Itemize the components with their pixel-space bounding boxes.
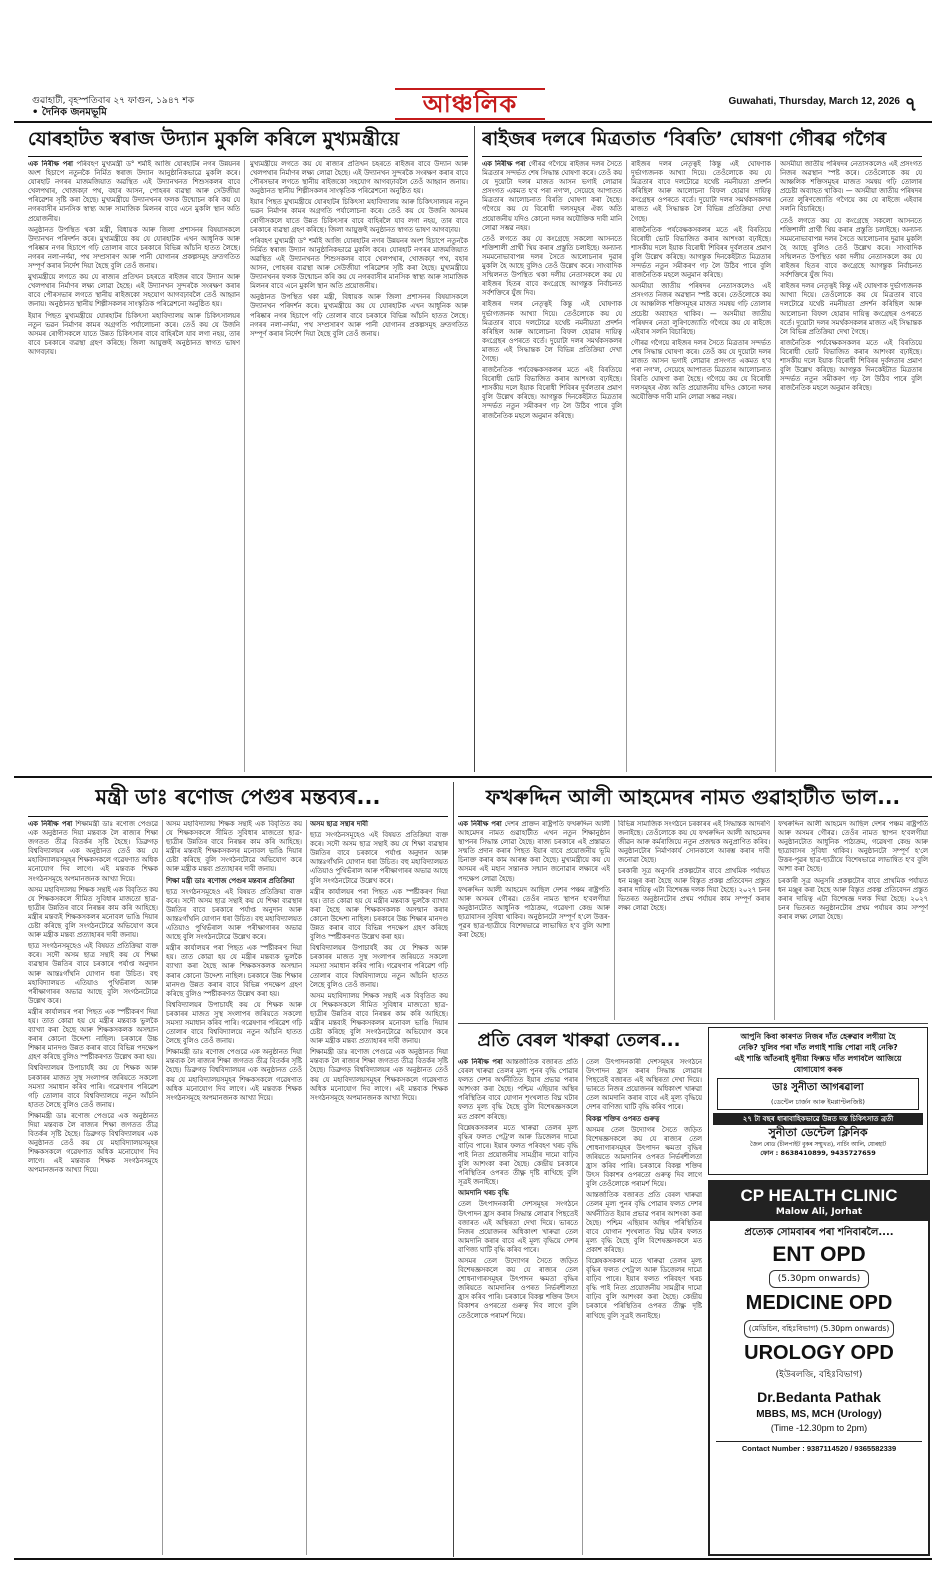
article2-col1 [482,160,622,774]
dental-ad-tagline: ২৭ টা বছৰ ধাৰাবাহিকভাৱে উন্নত দন্ত চিকিৎসাত ব্ৰতী [713,1113,923,1125]
article5-dateline: এক নিৰীক্ষ পৰা [458,1058,503,1066]
article4-bottom-rule [458,1023,928,1024]
article4-col-divider1 [614,820,615,1020]
bottom-left-divider [453,782,454,1557]
article2-para1b: গৌৰৱ গগৈয়ে ৰাইজৰ দলৰ সৈতে মিত্ৰতাৰ সন্দৰ্ভত শেষ সিদ্ধান্ত ঘোষণা কৰে। তেওঁ কয় যে দুয়োটা দলৰ মাজত আসন ভগাই লোৱাৰ প্ৰসংগত একমত হ'ব পৰা নগ'ল, সেয়েহে আপাতত মিত্ৰতাৰ আলোচনাত বিৰতি ঘোষণা কৰা হৈছে। গগৈয়ে কয় যে বিৰোধী দলসমূহৰ ঐক্য অতি প্ৰয়োজনীয় যদিও কোনো দলৰ অযৌক্তিক দাবী মানি লোৱা সম্ভৱ নহয়। [631,338,771,402]
article2-dateline: এক নিৰীক্ষ পৰা [482,160,526,168]
article1-rule [28,156,468,157]
article2-para2b: তেওঁ লগতে কয় যে কংগ্ৰেছে সকলো আসনতে শক্তিশালী প্ৰাৰ্থী থিয় কৰাৰ প্ৰস্তুতি চলাইছে। অন্যান্য সমমনোভাবাপন্ন দলৰ সৈতে আলোচনাৰ দুৱাৰ মুকলি হৈ আছে বুলিও তেওঁ উল্লেখ কৰে। সাংবাদিক সন্মিলনত উপস্থিত থকা দলীয় নেতাসকলে কয় যে ৰাইজৰ হিতৰ বাবে কংগ্ৰেছে আগন্তুক নিৰ্বাচনত সৰ্বশক্তিৰে যুঁজ দিব। [780,216,922,280]
article4-para4b: চৰকাৰী সূত্ৰ অনুসৰি প্ৰকল্পটোৰ বাবে প্ৰাথমিক পৰ্যায়ত ধন মঞ্জুৰ কৰা হৈছে আৰু বিস্তৃত প্ৰকল্প প্ৰতিবেদন প্ৰস্তুত কৰাৰ দায়িত্ব এটা বিশেষজ্ঞ দলক দিয়া হৈছে। ২০২৭ চনৰ ভিতৰত অনুষ্ঠানটোৰ প্ৰথম পৰ্যায়ৰ কাম সম্পূৰ্ণ কৰাৰ লক্ষ্য লোৱা হৈছে। [778,876,928,921]
article4-col1 [458,820,610,1020]
article3-para4: মন্ত্ৰীৰ কাৰ্যালয়ৰ পৰা পিছত এক স্পষ্টীকৰণ দিয়া হয়। তাত কোৱা হয় যে মন্ত্ৰীৰ মন্তব্যক ভুলকৈ ব্যাখ্যা কৰা হৈছে আৰু শিক্ষকসকলক অসন্মান কৰাৰ কোনো উদ্দেশ্য নাছিল। চৰকাৰে উচ্চ শিক্ষাৰ মানদণ্ড উন্নত কৰাৰ বাবে বিভিন্ন পদক্ষেপ গ্ৰহণ কৰিছে বুলিও স্পষ্টীকৰণত উল্লেখ কৰা হয়। [28,1007,158,1062]
cp-urology-opd: UROLOGY OPD [744,1342,894,1364]
date-assamese: গুৱাহাটী, বৃহস্পতিবাৰ ২৭ ফাগুন, ১৯৪৭ শক [32,96,195,106]
dental-ad-doctor-sub: (ডেন্টেল চাৰ্জন আৰু ইমপ্লাণ্টলজিষ্ট) [771,1098,865,1106]
article4-para4: চৰকাৰী সূত্ৰ অনুসৰি প্ৰকল্পটোৰ বাবে প্ৰাথমিক পৰ্যায়ত ধন মঞ্জুৰ কৰা হৈছে আৰু বিস্তৃত প্ৰকল্প প্ৰতিবেদন প্ৰস্তুত কৰাৰ দায়িত্ব এটা বিশেষজ্ঞ দলক দিয়া হৈছে। ২০২৭ চনৰ ভিতৰত অনুষ্ঠানটোৰ প্ৰথম পৰ্যায়ৰ কাম সম্পূৰ্ণ কৰাৰ লক্ষ্য লোৱা হৈছে। [618,867,770,912]
article3-para1c: শিক্ষামন্ত্ৰী ডাঃ ৰণোজ পেগুৱে এক অনুষ্ঠানত দিয়া মন্তব্যক লৈ ৰাজ্যৰ শিক্ষা জগতত তীব্ৰ বিতৰ্কৰ সৃষ্টি হৈছে। ডিব্ৰুগড় বিশ্ববিদ্যালয়ৰ এক অনুষ্ঠানত তেওঁ কয় যে মহাবিদ্যালয়সমূহৰ শিক্ষকসকলে গৱেষণাত অধিক মনোযোগ দিব লাগে। এই মন্তব্যক শিক্ষক সংগঠনসমূহে অপমানজনক আখ্যা দিয়ে। [166,1048,302,1102]
cp-degree: MBBS, MS, MCH (Urology) [756,1409,882,1420]
article1-para2b: অনুষ্ঠানত উপস্থিত থকা মন্ত্ৰী, বিধায়ক আৰু জিলা প্ৰশাসনৰ বিষয়াসকলে উদ্যানখন পৰিদৰ্শন কৰে। মুখ্যমন্ত্ৰীয়ে কয় যে যোৰহাটক এখন আধুনিক আৰু পৰিষ্কাৰ নগৰ হিচাপে গঢ়ি তোলাৰ বাবে চৰকাৰে বিভিন্ন আঁচনি হাতত লৈছে। নগৰৰ নলা-নৰ্দমা, পথ সম্প্ৰসাৰণ আৰু পানী যোগানৰ প্ৰকল্পসমূহ দ্ৰুতগতিত সম্পূৰ্ণ কৰাৰ নিৰ্দেশ দিয়া হৈছে বুলি তেওঁ জনায়। [250,293,468,338]
article3-para3b: ছাত্ৰ সংগঠনসমূহেও এই বিষয়ত প্ৰতিক্ৰিয়া ব্যক্ত কৰে। সদৌ অসম ছাত্ৰ সন্থাই কয় যে শিক্ষা ব্যৱস্থাৰ উন্নতিৰ বাবে চৰকাৰে পৰ্যাপ্ত অনুদান আৰু আন্তঃগাঁথনি যোগান ধৰা উচিত। বহু মহাবিদ্যালয়ত এতিয়াও পুথিভঁৰাল আৰু পৰীক্ষাগাৰৰ অভাৱ আছে বুলি সংগঠনটোৱে উল্লেখ কৰে। [166,887,302,942]
cp-medicine-time [710,1318,928,1338]
section-logo [395,88,545,120]
cp-clinic-ad [708,1180,930,1556]
article5-para4b: অসমৰ তেল উদ্যোগৰ সৈতে জড়িত বিশেষজ্ঞসকলে কয় যে ৰাজ্যৰ তেল শোধনাগাৰসমূহৰ উৎপাদন ক্ষমতা বৃদ্ধিৰ জৰিয়তে আমদানিৰ ওপৰত নিৰ্ভৰশীলতা হ্ৰাস কৰিব পাৰি। চৰকাৰে বিকল্প শক্তিৰ উৎস বিকাশৰ ওপৰতো গুৰুত্ব দিব লাগে বুলি তেওঁলোকে পৰামৰ্শ দিয়ে। [586,1125,702,1189]
article1-dateline: এক নিৰীক্ষ পৰা [28,160,73,168]
article5-subhead2: বিকল্প শক্তিৰ ওপৰত গুৰুত্ব [586,1114,660,1123]
logo-rule-bottom [395,118,545,120]
mid-page-rule [14,776,932,778]
article3-dateline: এক নিৰীক্ষ পৰা [28,820,73,828]
article3-para3: ছাত্ৰ সংগঠনসমূহেও এই বিষয়ত প্ৰতিক্ৰিয়া ব্যক্ত কৰে। সদৌ অসম ছাত্ৰ সন্থাই কয় যে শিক্ষা ব্যৱস্থাৰ উন্নতিৰ বাবে চৰকাৰে পৰ্যাপ্ত অনুদান আৰু আন্তঃগাঁথনি যোগান ধৰা উচিত। বহু মহাবিদ্যালয়ত এতিয়াও পুথিভঁৰাল আৰু পৰীক্ষাগাৰৰ অভাৱ আছে বুলি সংগঠনটোৱে উল্লেখ কৰে। [28,942,158,1005]
article3-para5: বিশ্ববিদ্যালয়ৰ উপাচাৰ্যই কয় যে শিক্ষক আৰু চৰকাৰৰ মাজত সুস্থ সংলাপৰ জৰিয়তে সকলো সমস্যা সমাধান কৰিব পাৰি। গৱেষণাৰ পৰিৱেশ গঢ়ি তোলাৰ বাবে বিশ্ববিদ্যালয়ে নতুন আঁচনি হাতত লৈছে বুলিও তেওঁ জনায়। [28,1064,158,1109]
article3-col1 [28,820,158,1555]
article4-para2b: ফখৰুদ্দিন আলী আহমেদ আছিল দেশৰ পঞ্চম ৰাষ্ট্ৰপতি আৰু অসমৰ গৌৰৱ। তেওঁৰ নামত স্থাপন হ'বলগীয়া অনুষ্ঠানটোত আধুনিক পাঠ্যক্ৰম, গৱেষণা কেন্দ্ৰ আৰু ছাত্ৰাবাসৰ সুবিধা থাকিব। অনুষ্ঠানটো সম্পূৰ্ণ হ'লে উত্তৰ-পূৱৰ ছাত্ৰ-ছাত্ৰীয়ে বিশেষভাৱে লাভান্বিত হ'ব বুলি আশা কৰা হৈছে। [778,820,928,874]
top-section-divider [474,126,475,772]
article2-para4: ৰাজনৈতিক পৰ্যবেক্ষকসকলৰ মতে এই বিৰতিয়ে বিৰোধী ভোট বিভাজিত কৰাৰ আশংকা বঢ়াইছে। শাসকীয় দলে ইয়াক বিৰোধী শিবিৰৰ দুৰ্বলতাৰ প্ৰমাণ বুলি উল্লেখ কৰিছে। আগন্তুক দিনকেইটাত মিত্ৰতাৰ সন্দৰ্ভত নতুন সমীকৰণ গঢ় লৈ উঠিব পাৰে বুলি ৰাজনৈতিক মহলে অনুমান কৰিছে। [482,366,622,420]
dental-ad-phone: ফোন : 8638410899, 9435727659 [760,1149,876,1157]
article2-para3: ৰাইজৰ দলৰ নেতৃত্বই কিন্তু এই ঘোষণাক দুৰ্ভাগ্যজনক আখ্যা দিয়ে। তেওঁলোকে কয় যে মিত্ৰতাৰ বাবে দলটোৱে যথেষ্ট নমনীয়তা প্ৰদৰ্শন কৰিছিল আৰু আলোচনা বিফল হোৱাৰ দায়িত্ব কংগ্ৰেছৰ ওপৰতে বৰ্তে। দুয়োটা দলৰ সমৰ্থকসকলৰ মাজত এই সিদ্ধান্তক লৈ বিভিন্ন প্ৰতিক্ৰিয়া দেখা গৈছে। [482,300,622,363]
article1-para2: অনুষ্ঠানত উপস্থিত থকা মন্ত্ৰী, বিধায়ক আৰু জিলা প্ৰশাসনৰ বিষয়াসকলে উদ্যানখন পৰিদৰ্শন কৰে। মুখ্যমন্ত্ৰীয়ে কয় যে যোৰহাটক এখন আধুনিক আৰু পৰিষ্কাৰ নগৰ হিচাপে গঢ়ি তোলাৰ বাবে চৰকাৰে বিভিন্ন আঁচনি হাতত লৈছে। নগৰৰ নলা-নৰ্দমা, পথ সম্প্ৰসাৰণ আৰু পানী যোগানৰ প্ৰকল্পসমূহ দ্ৰুতগতিত সম্পূৰ্ণ কৰাৰ নিৰ্দেশ দিয়া হৈছে বুলি তেওঁ জনায়। [28,225,240,271]
cp-contact: Contact Number : 9387114520 / 9365582339 [716,1441,922,1456]
section-logo-text: আঞ্চলিক [422,89,518,118]
article3-col-divider1 [162,820,163,1555]
article4-col-divider2 [774,820,775,1020]
article5-col-divider [582,1058,583,1555]
article4-para3: বিভিন্ন সামাজিক সংগঠনে চৰকাৰৰ এই সিদ্ধান্তক আদৰণি জনাইছে। তেওঁলোকে কয় যে ফখৰুদ্দিন আলী আহমেদৰ জীৱন আৰু কৰ্মৰাজিয়ে নতুন প্ৰজন্মক অনুপ্ৰাণিত কৰিব। অনুষ্ঠানটোৰ নিৰ্মাণকাৰ্য সোনকালে আৰম্ভ কৰাৰ দাবী জনোৱা হৈছে। [618,820,770,865]
article3-para2c: অসম মহাবিদ্যালয় শিক্ষক সন্থাই এক বিবৃতিত কয় যে শিক্ষকসকলে সীমিত সুবিধাৰ মাজতো ছাত্ৰ-ছাত্ৰীৰ উন্নতিৰ বাবে নিৰন্তৰ কাম কৰি আহিছে। মন্ত্ৰীৰ মন্তব্যই শিক্ষকসকলৰ মনোবল ভাঙি দিয়াৰ চেষ্টা কৰিছে বুলি সংগঠনটোৱে অভিযোগ কৰে আৰু মন্ত্ৰীক মন্তব্য প্ৰত্যাহাৰৰ দাবী জনায়। [310,991,448,1046]
article1-para3b: মুখ্যমন্ত্ৰীয়ে লগতে কয় যে ৰাজ্যৰ প্ৰতিখন চহৰতে ৰাইজৰ বাবে উদ্যান আৰু খেলপথাৰ নিৰ্মাণৰ লক্ষ্য লোৱা হৈছে। এই উদ্যানখন সুন্দৰকৈ সংৰক্ষণ কৰাৰ বাবে পৌৰসভাৰ লগতে স্থানীয় ৰাইজকো সহযোগ আগবঢ়াবলৈ তেওঁ আহ্বান জনায়। অনুষ্ঠানত স্থানীয় শিল্পীসকলৰ সাংস্কৃতিক পৰিৱেশনো অনুষ্ঠিত হয়। [250,160,468,196]
cp-ent-opd: ENT OPD [772,1243,866,1266]
article5-para1b: আন্তৰ্জাতিক বজাৰত প্ৰতি বেৰল খাৰুৱা তেলৰ মূল্য পুনৰ বৃদ্ধি পোৱাৰ ফলত দেশৰ অৰ্থনীতিত ইয়াৰ প্ৰভাৱ পৰাৰ আশংকা কৰা হৈছে। পশ্চিম এছিয়াৰ অস্থিৰ পৰিস্থিতিৰ বাবে যোগান শৃংখলাত বিঘ্ন ঘটাৰ ফলত মূল্য বৃদ্ধি হৈছে বুলি বিশেষজ্ঞসকলে মত প্ৰকাশ কৰিছে। [586,1191,702,1254]
article2-col-divider1 [626,160,627,772]
article3-subhead1: শিক্ষা মন্ত্ৰী ডাঃ ৰণোজ পেগুৰ মন্তব্যৰ প্ৰতিক্ৰিয়া [166,876,295,885]
article1-para4: ইয়াৰ পিছত মুখ্যমন্ত্ৰীয়ে যোৰহাটৰ চিকিৎসা মহাবিদ্যালয় আৰু চিকিৎসালয়ৰ নতুন ভৱন নিৰ্মাণৰ কামৰ অগ্ৰগতি পৰ্যালোচনা কৰে। তেওঁ কয় যে উজনি অসমৰ ৰোগীসকলে যাতে উন্নত চিকিৎসাৰ বাবে বাহিৰলৈ যাব লগা নহয়, তাৰ বাবে চৰকাৰে ব্যৱস্থা গ্ৰহণ কৰিছে। জিলা আয়ুক্তই অনুষ্ঠানত স্বাগত ভাষণ আগবঢ়ায়। [28,311,240,356]
article3-col2 [166,820,302,1555]
article5-para2b: বিশ্লেষকসকলৰ মতে খাৰুৱা তেলৰ মূল্য বৃদ্ধিৰ ফলত পেট্ৰ'ল আৰু ডিজেলৰ দামো বাঢ়িব পাৰে। ইয়াৰ ফলত পৰিবহণ খৰচ বৃদ্ধি পাই নিত্য প্ৰয়োজনীয় সামগ্ৰীৰ দামো বাঢ়িব বুলি আশংকা কৰা হৈছে। কেন্দ্ৰীয় চৰকাৰে পৰিস্থিতিৰ ওপৰত তীক্ষ্ণ দৃষ্টি ৰাখিছে বুলি সূত্ৰই জনাইছে। [586,1256,702,1320]
article4-headline: ফখৰুদ্দিন আলী আহমেদৰ নামত গুৱাহাটীত ভাল... [485,785,901,809]
article3-col3 [310,820,448,1555]
cp-time: (Time -12.30pm to 2pm) [770,1423,868,1433]
dental-ad-clinic: সুনীতা ডেন্টেল ক্লিনিক [768,1126,868,1139]
article1-para4b: ইয়াৰ পিছত মুখ্যমন্ত্ৰীয়ে যোৰহাটৰ চিকিৎসা মহাবিদ্যালয় আৰু চিকিৎসালয়ৰ নতুন ভৱন নিৰ্মাণৰ কামৰ অগ্ৰগতি পৰ্যালোচনা কৰে। তেওঁ কয় যে উজনি অসমৰ ৰোগীসকলে যাতে উন্নত চিকিৎসাৰ বাবে বাহিৰলৈ যাব লগা নহয়, তাৰ বাবে চৰকাৰে ব্যৱস্থা গ্ৰহণ কৰিছে। জিলা আয়ুক্তই অনুষ্ঠানত স্বাগত ভাষণ আগবঢ়ায়। [250,198,468,234]
cp-clinic-location: Malow Ali, Jorhat [775,1207,863,1217]
article5-headline: প্ৰতি বেৰল খাৰুৱা তেলৰ... [477,1030,681,1051]
article5-col2 [586,1058,702,1555]
article4-col2 [618,820,770,1020]
article5-para3: তেল উৎপাদনকাৰী দেশসমূহৰ সংগঠনে উৎপাদন হ্ৰাস কৰাৰ সিদ্ধান্ত লোৱাৰ পিছতেই বজাৰত এই অস্থিৰতা দেখা দিয়ে। ভাৰতে নিজৰ প্ৰয়োজনৰ অধিকাংশ খাৰুৱা তেল আমদানি কৰাৰ বাবে এই মূল্য বৃদ্ধিয়ে দেশৰ বাণিজ্য ঘাটি বৃদ্ধি কৰিব পাৰে। [458,1200,578,1254]
article4-dateline: এক নিৰীক্ষ পৰা [458,820,502,828]
dental-ad-doctor: ডাঃ সুনীতা আগৰৱালা [772,1082,864,1093]
article3-para5c: বিশ্ববিদ্যালয়ৰ উপাচাৰ্যই কয় যে শিক্ষক আৰু চৰকাৰৰ মাজত সুস্থ সংলাপৰ জৰিয়তে সকলো সমস্যা সমাধান কৰিব পাৰি। গৱেষণাৰ পৰিৱেশ গঢ়ি তোলাৰ বাবে বিশ্ববিদ্যালয়ে নতুন আঁচনি হাতত লৈছে বুলিও তেওঁ জনায়। [310,944,448,989]
masthead-left [32,95,272,119]
article2-rule [482,156,922,157]
article5-subhead1: আমদানি খৰচ বৃদ্ধি [458,1189,509,1198]
article5-para3b: তেল উৎপাদনকাৰী দেশসমূহৰ সংগঠনে উৎপাদন হ্ৰাস কৰাৰ সিদ্ধান্ত লোৱাৰ পিছতেই বজাৰত এই অস্থিৰতা দেখা দিয়ে। ভাৰতে নিজৰ প্ৰয়োজনৰ অধিকাংশ খাৰুৱা তেল আমদানি কৰাৰ বাবে এই মূল্য বৃদ্ধিয়ে দেশৰ বাণিজ্য ঘাটি বৃদ্ধি কৰিব পাৰে। [586,1058,702,1112]
article1-para3: মুখ্যমন্ত্ৰীয়ে লগতে কয় যে ৰাজ্যৰ প্ৰতিখন চহৰতে ৰাইজৰ বাবে উদ্যান আৰু খেলপথাৰ নিৰ্মাণৰ লক্ষ্য লোৱা হৈছে। এই উদ্যানখন সুন্দৰকৈ সংৰক্ষণ কৰাৰ বাবে পৌৰসভাৰ লগতে স্থানীয় ৰাইজকো সহযোগ আগবঢ়াবলৈ তেওঁ আহ্বান জনায়। অনুষ্ঠানত স্থানীয় শিল্পীসকলৰ সাংস্কৃতিক পৰিৱেশনো অনুষ্ঠিত হয়। [28,273,240,309]
article1-col2 [250,160,468,774]
article2-para3b: ৰাইজৰ দলৰ নেতৃত্বই কিন্তু এই ঘোষণাক দুৰ্ভাগ্যজনক আখ্যা দিয়ে। তেওঁলোকে কয় যে মিত্ৰতাৰ বাবে দলটোৱে যথেষ্ট নমনীয়তা প্ৰদৰ্শন কৰিছিল আৰু আলোচনা বিফল হোৱাৰ দায়িত্ব কংগ্ৰেছৰ ওপৰতে বৰ্তে। দুয়োটা দলৰ সমৰ্থকসকলৰ মাজত এই সিদ্ধান্তক লৈ বিভিন্ন প্ৰতিক্ৰিয়া দেখা গৈছে। [631,160,771,223]
masthead-rule [14,121,932,123]
cp-urology-sub: (ইউৰলজি, বহিঃবিভাগ) [775,1370,863,1380]
article4-rule [458,816,928,817]
article3-subhead2: অসম ছাত্ৰ সন্থাৰ দাবী [310,820,368,828]
article5-para4: অসমৰ তেল উদ্যোগৰ সৈতে জড়িত বিশেষজ্ঞসকলে কয় যে ৰাজ্যৰ তেল শোধনাগাৰসমূহৰ উৎপাদন ক্ষমতা বৃদ্ধিৰ জৰিয়তে আমদানিৰ ওপৰত নিৰ্ভৰশীলতা হ্ৰাস কৰিব পাৰি। চৰকাৰে বিকল্প শক্তিৰ উৎস বিকাশৰ ওপৰতো গুৰুত্ব দিব লাগে বুলি তেওঁলোকে পৰামৰ্শ দিয়ে। [458,1256,578,1320]
article1-col-divider [244,160,245,772]
article5-para2: বিশ্লেষকসকলৰ মতে খাৰুৱা তেলৰ মূল্য বৃদ্ধিৰ ফলত পেট্ৰ'ল আৰু ডিজেলৰ দামো বাঢ়িব পাৰে। ইয়াৰ ফলত পৰিবহণ খৰচ বৃদ্ধি পাই নিত্য প্ৰয়োজনীয় সামগ্ৰীৰ দামো বাঢ়িব বুলি আশংকা কৰা হৈছে। কেন্দ্ৰীয় চৰকাৰে পৰিস্থিতিৰ ওপৰত তীক্ষ্ণ দৃষ্টি ৰাখিছে বুলি সূত্ৰই জনাইছে। [458,1123,578,1187]
cp-medicine-time-pill: (মেডিচিন, বহিঃবিভাগ) (5.30pm onwards) [744,1320,895,1338]
dental-ad-line4: যোগাযোগ কৰক [793,1065,843,1074]
article3-para2: অসম মহাবিদ্যালয় শিক্ষক সন্থাই এক বিবৃতিত কয় যে শিক্ষকসকলে সীমিত সুবিধাৰ মাজতো ছাত্ৰ-ছাত্ৰীৰ উন্নতিৰ বাবে নিৰন্তৰ কাম কৰি আহিছে। মন্ত্ৰীৰ মন্তব্যই শিক্ষকসকলৰ মনোবল ভাঙি দিয়াৰ চেষ্টা কৰিছে বুলি সংগঠনটোৱে অভিযোগ কৰে আৰু মন্ত্ৰীক মন্তব্য প্ৰত্যাহাৰৰ দাবী জনায়। [28,885,158,940]
article2-para5: অসমীয়া জাতীয় পৰিষদৰ নেতাসকলেও এই প্ৰসংগত নিজৰ অৱস্থান স্পষ্ট কৰে। তেওঁলোকে কয় যে আঞ্চলিক শক্তিসমূহৰ মাজত সমন্বয় গঢ়ি তোলাৰ প্ৰচেষ্টা অব্যাহত থাকিব। — অসমীয়া জাতীয় পৰিষদৰ নেতা লুৰিণজ্যোতি গগৈয়ে কয় যে ৰাইজে এইবাৰ সলনি বিচাৰিছে। [631,282,771,336]
dental-ad-line3: এই শান্তি আঁতৰাই ধুনীয়া ফিক্সড দাঁত লগাবলৈ আজিয়ে [734,1054,902,1063]
dental-ad-line1: আপুনি কিবা কাৰণত নিজৰ দাঁত হেৰুৱাব লগীয়া হৈ [740,1032,896,1041]
dental-ad-address: জৈল ৰোড (চীলপাইট বুকৰ সন্মুখত), নাৰ্চিং আলি, যোৰহাট [749,1142,887,1148]
cp-medicine-opd: MEDICINE OPD [745,1292,893,1314]
article3-para3c: ছাত্ৰ সংগঠনসমূহেও এই বিষয়ত প্ৰতিক্ৰিয়া ব্যক্ত কৰে। সদৌ অসম ছাত্ৰ সন্থাই কয় যে শিক্ষা ব্যৱস্থাৰ উন্নতিৰ বাবে চৰকাৰে পৰ্যাপ্ত অনুদান আৰু আন্তঃগাঁথনি যোগান ধৰা উচিত। বহু মহাবিদ্যালয়ত এতিয়াও পুথিভঁৰাল আৰু পৰীক্ষাগাৰৰ অভাৱ আছে বুলি সংগঠনটোৱে উল্লেখ কৰে। [310,831,448,885]
article4-col3 [778,820,928,1020]
article4-para1: দেশৰ প্ৰাক্তন ৰাষ্ট্ৰপতি ফখৰুদ্দিন আলী আহমেদৰ নামত গুৱাহাটীত এখন নতুন শিক্ষানুষ্ঠান স্থাপনৰ সিদ্ধান্ত লোৱা হৈছে। ৰাজ্য চৰকাৰে এই প্ৰস্তাৱত সন্মতি প্ৰদান কৰাৰ পিছত ইয়াৰ বাবে প্ৰয়োজনীয় ভূমি চিনাক্ত কৰাৰ কাম আৰম্ভ কৰা হৈছে। মুখ্যমন্ত্ৰীয়ে কয় যে অসমৰ এই মহান সন্তানক সন্মান জনোৱাৰ লক্ষ্যৰে এই পদক্ষেপ লোৱা হৈছে। [458,820,610,883]
cp-schedule: প্ৰত্যেক সোমবাৰৰ পৰা শনিবাৰলৈ.... [744,1227,894,1238]
article2-para5b: অসমীয়া জাতীয় পৰিষদৰ নেতাসকলেও এই প্ৰসংগত নিজৰ অৱস্থান স্পষ্ট কৰে। তেওঁলোকে কয় যে আঞ্চলিক শক্তিসমূহৰ মাজত সমন্বয় গঢ়ি তোলাৰ প্ৰচেষ্টা অব্যাহত থাকিব। — অসমীয়া জাতীয় পৰিষদৰ নেতা লুৰিণজ্যোতি গগৈয়ে কয় যে ৰাইজে এইবাৰ সলনি বিচাৰিছে। [780,160,922,214]
date-english: Guwahati, Thursday, March 12, 2026 [728,96,900,107]
paper-name: • দৈনিক জনমভূমি [32,107,107,118]
article2-headline: ৰাইজৰ দলৰে মিত্ৰতাত ‘বিৰতি’ ঘোষণা গৌৰৱ গগৈৰ [482,128,887,150]
article3-para5b: বিশ্ববিদ্যালয়ৰ উপাচাৰ্যই কয় যে শিক্ষক আৰু চৰকাৰৰ মাজত সুস্থ সংলাপৰ জৰিয়তে সকলো সমস্যা সমাধান কৰিব পাৰি। গৱেষণাৰ পৰিৱেশ গঢ়ি তোলাৰ বাবে বিশ্ববিদ্যালয়ে নতুন আঁচনি হাতত লৈছে বুলিও তেওঁ জনায়। [166,1000,302,1046]
dental-ad-line2: নেকি? খুলিব পৰা দাঁত লগাই শান্তি পোৱা নাই নেকি? [738,1043,898,1052]
article3-para1d: শিক্ষামন্ত্ৰী ডাঃ ৰণোজ পেগুৱে এক অনুষ্ঠানত দিয়া মন্তব্যক লৈ ৰাজ্যৰ শিক্ষা জগতত তীব্ৰ বিতৰ্কৰ সৃষ্টি হৈছে। ডিব্ৰুগড় বিশ্ববিদ্যালয়ৰ এক অনুষ্ঠানত তেওঁ কয় যে মহাবিদ্যালয়সমূহৰ শিক্ষকসকলে গৱেষণাত অধিক মনোযোগ দিব লাগে। এই মন্তব্যক শিক্ষক সংগঠনসমূহে অপমানজনক আখ্যা দিয়ে। [310,1048,448,1102]
article3-headline: মন্ত্ৰী ডাঃ ৰণোজ পেগুৰ মন্তব্যৰ... [95,785,381,809]
article2-col3 [780,160,922,774]
cp-ent-time-pill: (5.30pm onwards) [769,1270,869,1288]
article3-para1: শিক্ষামন্ত্ৰী ডাঃ ৰণোজ পেগুৱে এক অনুষ্ঠানত দিয়া মন্তব্যক লৈ ৰাজ্যৰ শিক্ষা জগতত তীব্ৰ বিতৰ্কৰ সৃষ্টি হৈছে। ডিব্ৰুগড় বিশ্ববিদ্যালয়ৰ এক অনুষ্ঠানত তেওঁ কয় যে মহাবিদ্যালয়সমূহৰ শিক্ষকসকলে গৱেষণাত অধিক মনোযোগ দিব লাগে। এই মন্তব্যক শিক্ষক সংগঠনসমূহে অপমানজনক আখ্যা দিয়ে। [28,820,158,883]
article5-col1 [458,1058,578,1555]
article2-para3c: ৰাইজৰ দলৰ নেতৃত্বই কিন্তু এই ঘোষণাক দুৰ্ভাগ্যজনক আখ্যা দিয়ে। তেওঁলোকে কয় যে মিত্ৰতাৰ বাবে দলটোৱে যথেষ্ট নমনীয়তা প্ৰদৰ্শন কৰিছিল আৰু আলোচনা বিফল হোৱাৰ দায়িত্ব কংগ্ৰেছৰ ওপৰতে বৰ্তে। দুয়োটা দলৰ সমৰ্থকসকলৰ মাজত এই সিদ্ধান্তক লৈ বিভিন্ন প্ৰতিক্ৰিয়া দেখা গৈছে। [780,282,922,336]
article2-col2 [631,160,771,774]
article3-col-divider2 [306,820,307,1555]
article2-para4b: ৰাজনৈতিক পৰ্যবেক্ষকসকলৰ মতে এই বিৰতিয়ে বিৰোধী ভোট বিভাজিত কৰাৰ আশংকা বঢ়াইছে। শাসকীয় দলে ইয়াক বিৰোধী শিবিৰৰ দুৰ্বলতাৰ প্ৰমাণ বুলি উল্লেখ কৰিছে। আগন্তুক দিনকেইটাত মিত্ৰতাৰ সন্দৰ্ভত নতুন সমীকৰণ গঢ় লৈ উঠিব পাৰে বুলি ৰাজনৈতিক মহলে অনুমান কৰিছে। [631,225,771,280]
article3-para2b: অসম মহাবিদ্যালয় শিক্ষক সন্থাই এক বিবৃতিত কয় যে শিক্ষকসকলে সীমিত সুবিধাৰ মাজতো ছাত্ৰ-ছাত্ৰীৰ উন্নতিৰ বাবে নিৰন্তৰ কাম কৰি আহিছে। মন্ত্ৰীৰ মন্তব্যই শিক্ষকসকলৰ মনোবল ভাঙি দিয়াৰ চেষ্টা কৰিছে বুলি সংগঠনটোৱে অভিযোগ কৰে আৰু মন্ত্ৰীক মন্তব্য প্ৰত্যাহাৰৰ দাবী জনায়। [166,820,302,874]
article3-para4b: মন্ত্ৰীৰ কাৰ্যালয়ৰ পৰা পিছত এক স্পষ্টীকৰণ দিয়া হয়। তাত কোৱা হয় যে মন্ত্ৰীৰ মন্তব্যক ভুলকৈ ব্যাখ্যা কৰা হৈছে আৰু শিক্ষকসকলক অসন্মান কৰাৰ কোনো উদ্দেশ্য নাছিল। চৰকাৰে উচ্চ শিক্ষাৰ মানদণ্ড উন্নত কৰাৰ বাবে বিভিন্ন পদক্ষেপ গ্ৰহণ কৰিছে বুলিও স্পষ্টীকৰণত উল্লেখ কৰা হয়। [166,944,302,998]
article1-para1b: পৰিবহণ মুখ্যমন্ত্ৰী ড° শৰ্মাই আজি যোৰহাটৰ নগৰ উন্নয়নৰ অংশ হিচাপে নতুনকৈ নিৰ্মিত স্বৰাজ উদ্যান আনুষ্ঠানিকভাৱে মুকলি কৰে। যোৰহাট নগৰৰ মাজমজিয়াত অৱস্থিত এই উদ্যানখনত শিশুসকলৰ বাবে খেলপথাৰ, খোজকঢ়া পথ, বহাৰ আসন, পোহৰৰ ব্যৱস্থা আৰু সেউজীয়া পৰিৱেশৰ সৃষ্টি কৰা হৈছে। মুখ্যমন্ত্ৰীয়ে উদ্যানখনৰ ফলক উন্মোচন কৰি কয় যে নগৰবাসীৰ মানসিক স্বাস্থ্য আৰু সামাজিক মিলনৰ বাবে এনে মুকলি স্থান অতি প্ৰয়োজনীয়। [250,236,468,291]
article2-para1: গৌৰৱ গগৈয়ে ৰাইজৰ দলৰ সৈতে মিত্ৰতাৰ সন্দৰ্ভত শেষ সিদ্ধান্ত ঘোষণা কৰে। তেওঁ কয় যে দুয়োটা দলৰ মাজত আসন ভগাই লোৱাৰ প্ৰসংগত একমত হ'ব পৰা নগ'ল, সেয়েহে আপাতত মিত্ৰতাৰ আলোচনাত বিৰতি ঘোষণা কৰা হৈছে। গগৈয়ে কয় যে বিৰোধী দলসমূহৰ ঐক্য অতি প্ৰয়োজনীয় যদিও কোনো দলৰ অযৌক্তিক দাবী মানি লোৱা সম্ভৱ নহয়। [482,160,622,232]
cp-ent-time [710,1268,928,1288]
article3-rule [28,816,448,817]
article5-para1: আন্তৰ্জাতিক বজাৰত প্ৰতি বেৰল খাৰুৱা তেলৰ মূল্য পুনৰ বৃদ্ধি পোৱাৰ ফলত দেশৰ অৰ্থনীতিত ইয়াৰ প্ৰভাৱ পৰাৰ আশংকা কৰা হৈছে। পশ্চিম এছিয়াৰ অস্থিৰ পৰিস্থিতিৰ বাবে যোগান শৃংখলাত বিঘ্ন ঘটাৰ ফলত মূল্য বৃদ্ধি হৈছে বুলি বিশেষজ্ঞসকলে মত প্ৰকাশ কৰিছে। [458,1058,578,1121]
article1-headline: যোৰহাটত স্বৰাজ উদ্যান মুকলি কৰিলে মুখ্যমন্ত্ৰীয়ে [28,128,400,150]
dental-ad [708,1027,928,1175]
article1-col1 [28,160,240,774]
footer-rule [14,1558,932,1560]
article3-para4c: মন্ত্ৰীৰ কাৰ্যালয়ৰ পৰা পিছত এক স্পষ্টীকৰণ দিয়া হয়। তাত কোৱা হয় যে মন্ত্ৰীৰ মন্তব্যক ভুলকৈ ব্যাখ্যা কৰা হৈছে আৰু শিক্ষকসকলক অসন্মান কৰাৰ কোনো উদ্দেশ্য নাছিল। চৰকাৰে উচ্চ শিক্ষাৰ মানদণ্ড উন্নত কৰাৰ বাবে বিভিন্ন পদক্ষেপ গ্ৰহণ কৰিছে বুলিও স্পষ্টীকৰণত উল্লেখ কৰা হয়। [310,887,448,942]
article2-col-divider2 [775,160,776,772]
article1-para1: পৰিবহণ মুখ্যমন্ত্ৰী ড° শৰ্মাই আজি যোৰহাটৰ নগৰ উন্নয়নৰ অংশ হিচাপে নতুনকৈ নিৰ্মিত স্বৰাজ উদ্যান আনুষ্ঠানিকভাৱে মুকলি কৰে। যোৰহাট নগৰৰ মাজমজিয়াত অৱস্থিত এই উদ্যানখনত শিশুসকলৰ বাবে খেলপথাৰ, খোজকঢ়া পথ, বহাৰ আসন, পোহৰৰ ব্যৱস্থা আৰু সেউজীয়া পৰিৱেশৰ সৃষ্টি কৰা হৈছে। মুখ্যমন্ত্ৰীয়ে উদ্যানখনৰ ফলক উন্মোচন কৰি কয় যে নগৰবাসীৰ মানসিক স্বাস্থ্য আৰু সামাজিক মিলনৰ বাবে এনে মুকলি স্থান অতি প্ৰয়োজনীয়। [28,160,240,223]
article2-para4c: ৰাজনৈতিক পৰ্যবেক্ষকসকলৰ মতে এই বিৰতিয়ে বিৰোধী ভোট বিভাজিত কৰাৰ আশংকা বঢ়াইছে। শাসকীয় দলে ইয়াক বিৰোধী শিবিৰৰ দুৰ্বলতাৰ প্ৰমাণ বুলি উল্লেখ কৰিছে। আগন্তুক দিনকেইটাত মিত্ৰতাৰ সন্দৰ্ভত নতুন সমীকৰণ গঢ় লৈ উঠিব পাৰে বুলি ৰাজনৈতিক মহলে অনুমান কৰিছে। [780,338,922,393]
cp-doctor: Dr.Bedanta Pathak [757,1389,881,1405]
article2-para2: তেওঁ লগতে কয় যে কংগ্ৰেছে সকলো আসনতে শক্তিশালী প্ৰাৰ্থী থিয় কৰাৰ প্ৰস্তুতি চলাইছে। অন্যান্য সমমনোভাবাপন্ন দলৰ সৈতে আলোচনাৰ দুৱাৰ মুকলি হৈ আছে বুলিও তেওঁ উল্লেখ কৰে। সাংবাদিক সন্মিলনত উপস্থিত থকা দলীয় নেতাসকলে কয় যে ৰাইজৰ হিতৰ বাবে কংগ্ৰেছে আগন্তুক নিৰ্বাচনত সৰ্বশক্তিৰে যুঁজ দিব। [482,234,622,298]
article4-para2: ফখৰুদ্দিন আলী আহমেদ আছিল দেশৰ পঞ্চম ৰাষ্ট্ৰপতি আৰু অসমৰ গৌৰৱ। তেওঁৰ নামত স্থাপন হ'বলগীয়া অনুষ্ঠানটোত আধুনিক পাঠ্যক্ৰম, গৱেষণা কেন্দ্ৰ আৰু ছাত্ৰাবাসৰ সুবিধা থাকিব। অনুষ্ঠানটো সম্পূৰ্ণ হ'লে উত্তৰ-পূৱৰ ছাত্ৰ-ছাত্ৰীয়ে বিশেষভাৱে লাভান্বিত হ'ব বুলি আশা কৰা হৈছে। [458,885,610,940]
article3-para1b: শিক্ষামন্ত্ৰী ডাঃ ৰণোজ পেগুৱে এক অনুষ্ঠানত দিয়া মন্তব্যক লৈ ৰাজ্যৰ শিক্ষা জগতত তীব্ৰ বিতৰ্কৰ সৃষ্টি হৈছে। ডিব্ৰুগড় বিশ্ববিদ্যালয়ৰ এক অনুষ্ঠানত তেওঁ কয় যে মহাবিদ্যালয়সমূহৰ শিক্ষকসকলে গৱেষণাত অধিক মনোযোগ দিব লাগে। এই মন্তব্যক শিক্ষক সংগঠনসমূহে অপমানজনক আখ্যা দিয়ে। [28,1111,158,1175]
page-number: ৭ [904,92,918,116]
cp-clinic-name: CP HEALTH CLINIC [740,1186,898,1205]
